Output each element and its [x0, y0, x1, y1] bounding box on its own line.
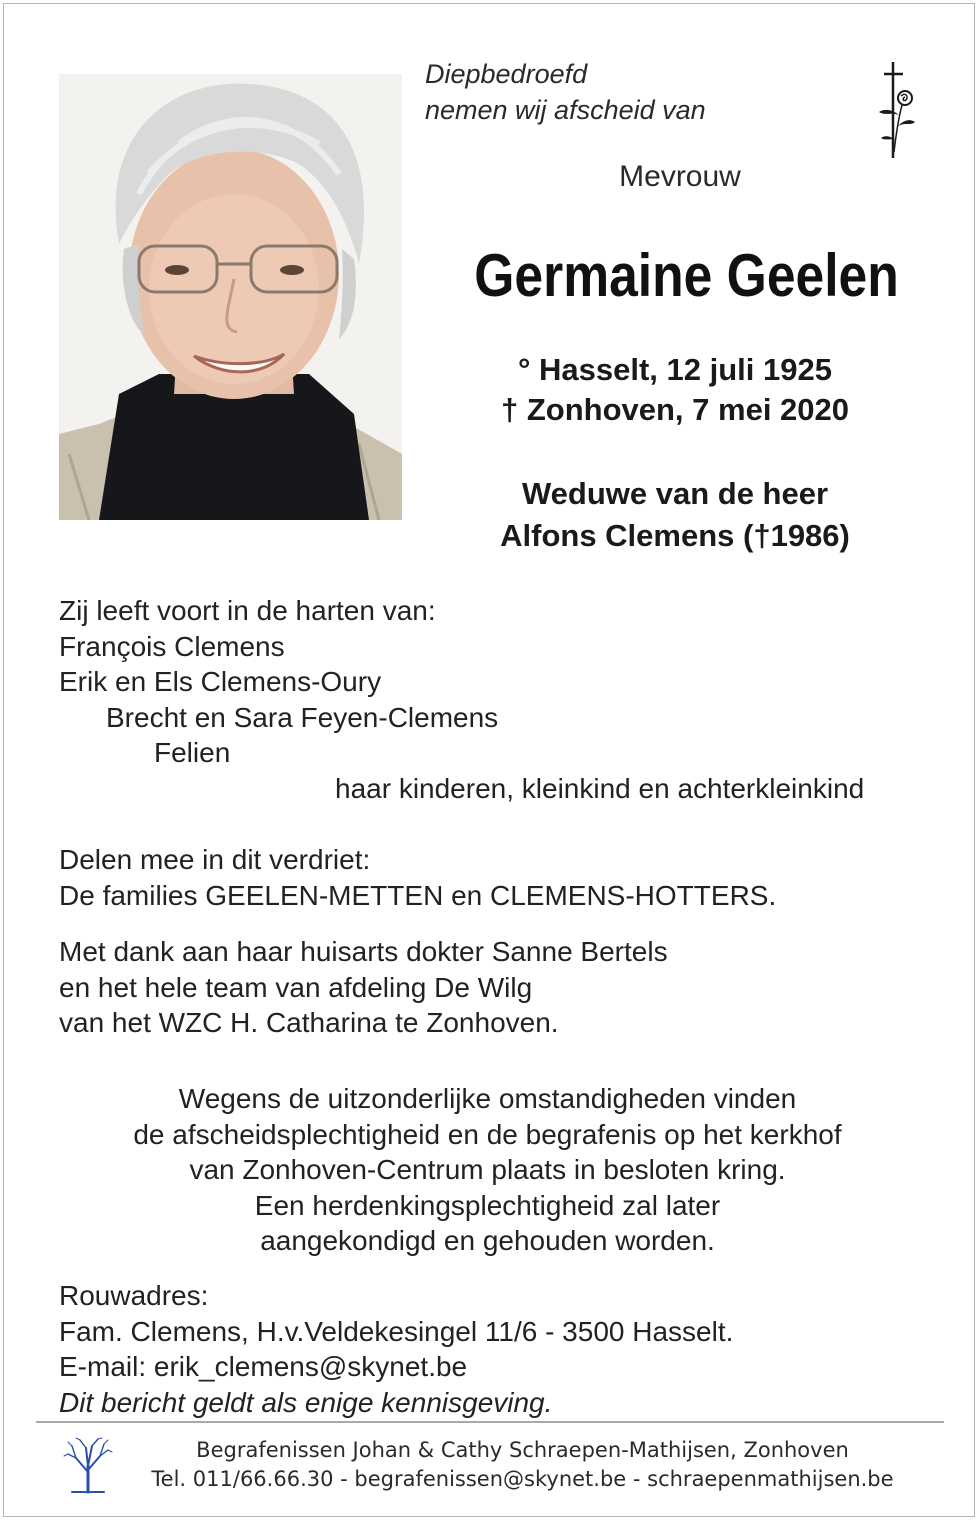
intro-text: [425, 56, 706, 128]
address-section: [59, 1278, 939, 1420]
notice-line: van Zonhoven-Centrum plaats in besloten kring.: [189, 1154, 786, 1185]
address-heading: Rouwadres:: [59, 1280, 209, 1311]
death-line: † Zonhoven, 7 mei 2020: [500, 392, 850, 427]
life-dates: [440, 350, 910, 430]
portrait-photo: [59, 74, 402, 520]
notice-line: aangekondigd en gehouden worden.: [260, 1225, 715, 1256]
thanks-line: Met dank aan haar huisarts dokter Sanne Bertels: [59, 936, 668, 967]
survivor-name: Felien: [154, 737, 231, 768]
intro-line-1: Diepbedroefd: [425, 59, 588, 89]
spouse-line-2: Alfons Clemens (†1986): [500, 518, 850, 553]
survivor-name: François Clemens: [59, 630, 285, 662]
funeral-home-footer: [120, 1436, 925, 1494]
footer-line-1: Begrafenissen Johan & Cathy Schraepen-Mathijsen, Zonhoven: [196, 1438, 849, 1462]
thanks-section: [59, 934, 939, 1041]
deceased-name: Germaine Geelen: [474, 242, 899, 309]
thanks-line: en het hele team van afdeling De Wilg: [59, 971, 533, 1003]
sharing-families: De families GEELEN-METTEN en CLEMENS-HOTTERS.: [59, 879, 777, 911]
spouse-line-1: Weduwe van de heer: [521, 476, 829, 511]
address-line: Fam. Clemens, H.v.Veldekesingel 11/6 - 3500 Hasselt.: [59, 1315, 734, 1347]
cross-with-rose-icon: [873, 60, 921, 160]
notice-line: de afscheidsplechtigheid en de begrafenis op het kerkhof: [133, 1118, 842, 1150]
intro-line-2: nemen wij afscheid van: [425, 95, 706, 125]
notice-line: Wegens de uitzonderlijke omstandigheden vinden: [178, 1083, 797, 1114]
honorific: Mevrouw: [619, 160, 741, 193]
survivors-section: [59, 593, 939, 806]
closing-line: Dit bericht geldt als enige kennisgeving.: [59, 1386, 553, 1418]
spouse-info: [440, 473, 910, 557]
sharing-heading: Delen mee in dit verdriet:: [59, 844, 371, 875]
survivor-name: Erik en Els Clemens-Oury: [59, 666, 382, 697]
survivor-name: Brecht en Sara Feyen-Clemens: [106, 701, 499, 733]
tree-logo-icon: [62, 1436, 114, 1494]
survivors-heading: Zij leeft voort in de harten van:: [59, 595, 436, 626]
footer-divider: [36, 1421, 944, 1423]
ceremony-notice: [40, 1081, 935, 1259]
birth-line: ° Hasselt, 12 juli 1925: [518, 352, 832, 387]
sharing-section: [59, 842, 939, 913]
thanks-line: van het WZC H. Catharina te Zonhoven.: [59, 1007, 559, 1038]
survivors-relation: haar kinderen, kleinkind en achterkleinkind: [335, 772, 865, 804]
notice-line: Een herdenkingsplechtigheid zal later: [254, 1189, 721, 1221]
footer-line-2: Tel. 011/66.66.30 - begrafenissen@skynet.be - schraepenmathijsen.be: [151, 1467, 894, 1491]
email-line: E-mail: erik_clemens@skynet.be: [59, 1351, 468, 1382]
